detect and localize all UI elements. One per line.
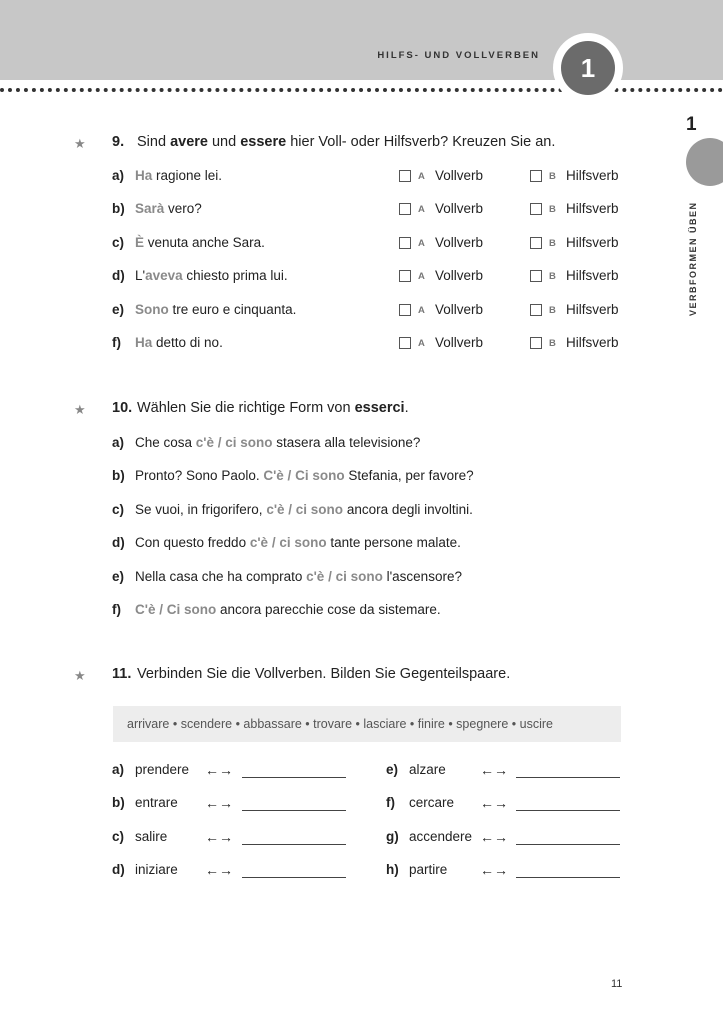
list-item (0, 268, 723, 288)
list-item (0, 201, 723, 221)
word-bank-text: arrivare • scendere • abbassare • trovare • lasciare • finire • spegnere • uscire (127, 717, 553, 731)
item-letter: e) (112, 568, 125, 584)
double-arrow-icon: ←→ (205, 762, 233, 778)
sentence-suffix: chiesto prima lui. (182, 268, 288, 284)
checkbox-hilfsverb[interactable] (530, 337, 542, 349)
sentence-suffix: ragione lei. (152, 168, 223, 183)
chapter-badge: 1 (561, 41, 615, 95)
answer-blank-line[interactable] (516, 844, 620, 845)
item-letter: d) (112, 535, 125, 551)
sentence-prefix: Con questo freddo (135, 535, 250, 551)
sentence-suffix: vero? (164, 201, 202, 217)
verb-word: cercare (409, 795, 455, 811)
option-a-letter: A (418, 171, 425, 182)
verb-pair-row (0, 862, 723, 882)
option-b-letter: B (549, 237, 556, 249)
item-letter: a) (112, 762, 125, 777)
option-b-letter: B (549, 338, 556, 349)
double-arrow-icon: ←→ (480, 762, 508, 778)
option-b-label: Hilfsverb (566, 234, 619, 250)
option-a-label: Vollverb (435, 301, 484, 317)
item-sentence (135, 201, 202, 216)
item-letter: g) (386, 828, 399, 844)
item-sentence (135, 502, 473, 517)
verb-highlight: aveva (145, 268, 183, 284)
sentence-suffix: tre euro e cinquanta. (168, 301, 297, 317)
double-arrow-icon: ←→ (480, 862, 508, 879)
checkbox-vollverb[interactable] (399, 337, 411, 349)
verb-highlight: Sarà (135, 201, 165, 217)
side-section-text: VERBFORMEN ÜBEN (688, 201, 698, 316)
checkbox-hilfsverb[interactable] (530, 270, 542, 282)
exercise-10-number: 10. (112, 400, 133, 416)
double-arrow-icon: ←→ (480, 828, 508, 845)
item-letter: c) (112, 828, 125, 844)
verb-word: accendere (409, 828, 473, 844)
verb-highlight: È (135, 234, 145, 250)
answer-blank-line[interactable] (516, 810, 620, 811)
sentence-prefix: Se vuoi, in frigorifero, (135, 501, 267, 517)
verb-word: salire (135, 828, 168, 844)
checkbox-vollverb[interactable] (399, 170, 411, 182)
list-item (0, 335, 723, 355)
item-sentence (135, 602, 441, 617)
verb-highlight: Sono (135, 301, 169, 317)
list-item (0, 468, 723, 488)
double-arrow-icon: ←→ (205, 828, 233, 845)
item-letter: f) (386, 795, 395, 811)
item-letter: h) (386, 862, 399, 878)
checkbox-hilfsverb[interactable] (530, 304, 542, 316)
exercise-11-instruction: Verbinden Sie die Vollverben. Bilden Sie Gegenteilspaare. (137, 666, 511, 682)
item-sentence (135, 235, 265, 250)
verb-word: prendere (135, 762, 190, 777)
option-a-label: Vollverb (435, 234, 484, 250)
list-item (0, 535, 723, 555)
option-b-letter: B (549, 271, 556, 283)
item-letter: a) (112, 168, 125, 183)
option-a-letter: A (418, 304, 425, 316)
option-b-label: Hilfsverb (566, 268, 619, 284)
item-letter: d) (112, 862, 125, 878)
option-b-label: Hilfsverb (566, 335, 619, 350)
item-sentence (135, 302, 296, 317)
item-sentence (135, 468, 474, 483)
option-a-letter: A (418, 204, 425, 216)
verb-word: iniziare (135, 862, 178, 878)
item-sentence (135, 335, 223, 350)
choice-highlight: c'è / ci sono (195, 435, 273, 450)
verb-word: partire (409, 862, 448, 878)
double-arrow-icon: ←→ (205, 795, 233, 812)
side-chapter-number: 1 (686, 114, 697, 135)
list-item (0, 435, 723, 455)
checkbox-vollverb[interactable] (399, 203, 411, 215)
item-sentence (135, 569, 462, 584)
sentence-suffix: ancora parecchie cose da sistemare. (216, 602, 441, 617)
option-b-letter: B (549, 204, 556, 216)
option-b-label: Hilfsverb (566, 168, 619, 183)
option-a-letter: A (418, 271, 425, 283)
exercise-9-number: 9. (112, 134, 125, 150)
item-sentence (135, 535, 461, 550)
option-a-letter: A (418, 338, 425, 349)
list-item (0, 502, 723, 522)
difficulty-star-icon: ★ (74, 402, 86, 417)
list-item (0, 235, 723, 255)
item-sentence (135, 435, 420, 450)
sentence-prefix: Nella casa che ha comprato (135, 568, 307, 584)
checkbox-hilfsverb[interactable] (530, 203, 542, 215)
sentence-suffix: l'ascensore? (382, 568, 462, 584)
double-arrow-icon: ←→ (205, 862, 233, 879)
answer-blank-line[interactable] (516, 777, 620, 778)
double-arrow-icon: ←→ (480, 795, 508, 812)
sentence-prefix: L' (135, 268, 146, 284)
option-b-letter: B (549, 304, 556, 316)
checkbox-vollverb[interactable] (399, 237, 411, 249)
exercise-11-number: 11. (112, 666, 132, 682)
option-a-label: Vollverb (435, 268, 484, 284)
list-item (0, 569, 723, 589)
page-number: 11 (611, 978, 623, 990)
sentence-suffix: Stefania, per favore? (344, 468, 474, 484)
verb-pair-row (0, 829, 723, 849)
chapter-title: HILFS- UND VOLLVERBEN (377, 50, 540, 61)
sentence-suffix: detto di no. (152, 335, 223, 350)
verb-highlight: Ha (135, 168, 153, 183)
sentence-prefix: Pronto? Sono Paolo. (135, 468, 264, 484)
exercise-9-instruction: Sind avere und essere hier Voll- oder Hilfsverb? Kreuzen Sie an. (137, 134, 556, 150)
item-letter: d) (112, 268, 125, 284)
item-letter: c) (112, 234, 125, 250)
item-letter: e) (386, 762, 399, 777)
word-bank (113, 706, 621, 742)
item-sentence (135, 268, 288, 283)
item-letter: e) (112, 301, 125, 317)
item-letter: f) (112, 602, 121, 617)
choice-highlight: C'è / Ci sono (135, 602, 217, 617)
choice-highlight: c'è / ci sono (249, 535, 327, 551)
item-letter: f) (112, 335, 121, 350)
option-a-label: Vollverb (435, 168, 484, 183)
checkbox-vollverb[interactable] (399, 304, 411, 316)
item-letter: c) (112, 501, 125, 517)
answer-blank-line[interactable] (516, 877, 620, 878)
item-letter: a) (112, 435, 125, 450)
sentence-suffix: stasera alla televisione? (272, 435, 421, 450)
item-letter: b) (112, 468, 125, 484)
choice-highlight: c'è / ci sono (266, 501, 344, 517)
verb-pair-row (0, 762, 723, 782)
list-item (0, 302, 723, 322)
verb-word: entrare (135, 795, 178, 811)
verb-highlight: Ha (135, 335, 153, 350)
option-b-letter: B (549, 171, 556, 182)
option-b-label: Hilfsverb (566, 301, 619, 317)
verb-word: alzare (409, 762, 446, 777)
checkbox-vollverb[interactable] (399, 270, 411, 282)
option-b-label: Hilfsverb (566, 201, 619, 217)
option-a-label: Vollverb (435, 335, 484, 350)
difficulty-star-icon: ★ (74, 136, 86, 151)
list-item (0, 168, 723, 188)
item-letter: b) (112, 201, 125, 217)
checkbox-hilfsverb[interactable] (530, 170, 542, 182)
item-letter: b) (112, 795, 125, 811)
difficulty-star-icon: ★ (74, 668, 86, 683)
choice-highlight: C'è / Ci sono (263, 468, 345, 484)
list-item (0, 602, 723, 622)
choice-highlight: c'è / ci sono (306, 568, 383, 584)
option-a-letter: A (418, 237, 425, 249)
item-sentence (135, 168, 222, 183)
verb-pair-row (0, 795, 723, 815)
checkbox-hilfsverb[interactable] (530, 237, 542, 249)
sentence-suffix: venuta anche Sara. (144, 234, 265, 250)
sentence-prefix: Che cosa (135, 435, 196, 450)
exercise-10-instruction: Wählen Sie die richtige Form von esserci. (137, 400, 409, 416)
option-a-label: Vollverb (435, 201, 484, 217)
sentence-suffix: tante persone malate. (326, 535, 461, 551)
sentence-suffix: ancora degli involtini. (343, 501, 473, 517)
